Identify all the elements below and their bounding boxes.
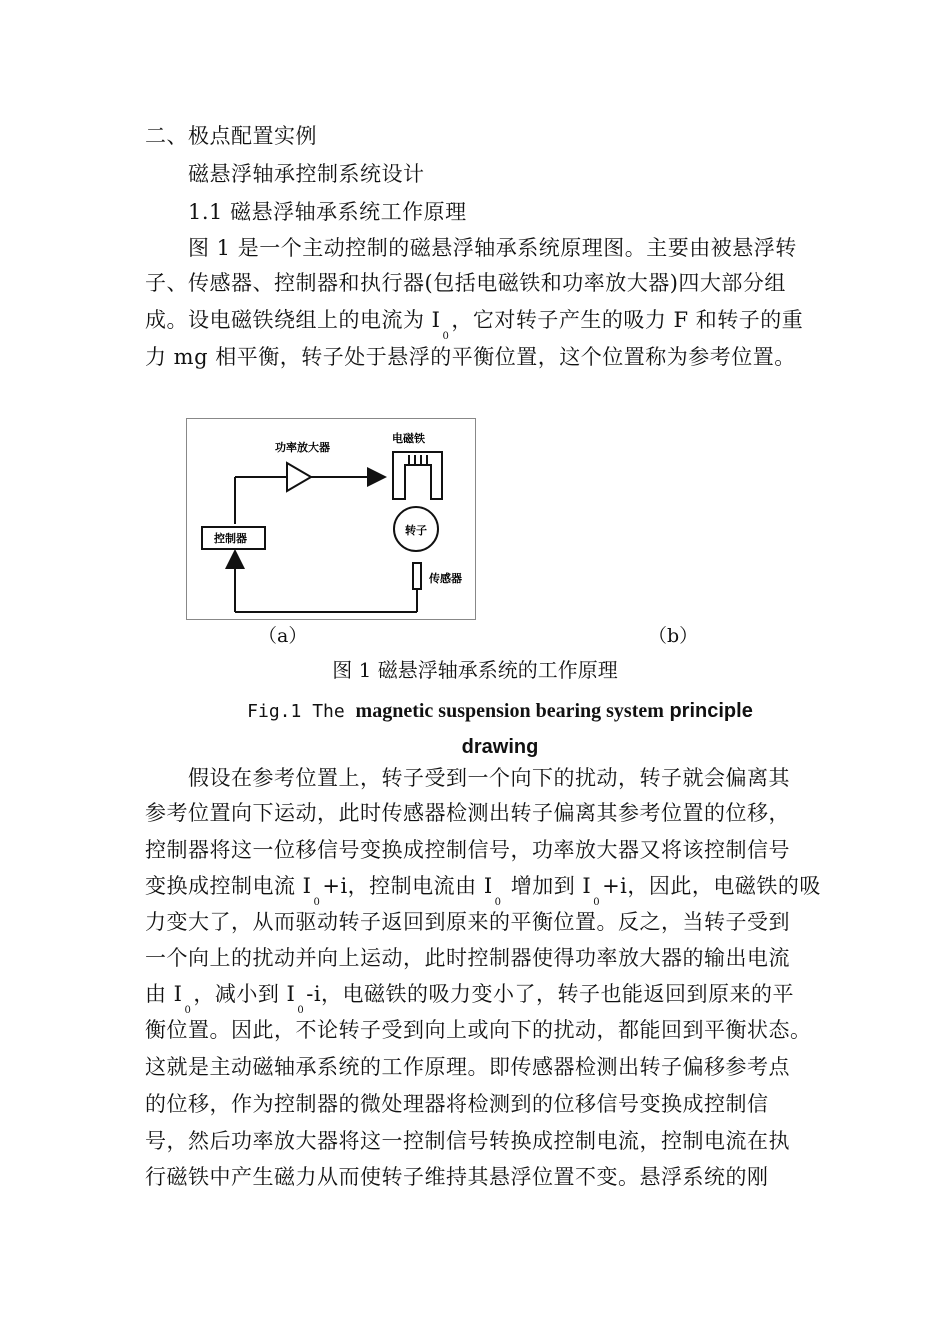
text-line: 子、传感器、控制器和执行器(包括电磁铁和功率放大器)四大部分组	[145, 271, 786, 295]
sensor-icon	[413, 563, 421, 589]
text-line: 力 mg 相平衡，转子处于悬浮的平衡位置，这个位置称为参考位置。	[145, 345, 796, 369]
text-line: 控制器将这一位移信号变换成控制信号，功率放大器又将该控制信号	[145, 838, 790, 862]
text-line: 衡位置。因此，不论转子受到向上或向下的扰动，都能回到平衡状态。	[145, 1018, 812, 1042]
block-diagram	[187, 419, 475, 619]
text-line: 号，然后功率放大器将这一控制信号转换成控制电流，控制电流在执	[145, 1129, 790, 1153]
text-line: 成。设电磁铁绕组上的电流为 $I_0$，它对转子产生的吸力 F 和转子的重	[145, 308, 804, 342]
topic-title: 磁悬浮轴承控制系统设计	[188, 162, 425, 186]
text-line: 的位移，作为控制器的微处理器将检测到的位移信号变换成控制信	[145, 1092, 769, 1116]
subfigure-label-b: （b）	[648, 625, 699, 647]
sensor-label: 传感器	[429, 572, 462, 585]
amp-label: 功率放大器	[275, 441, 330, 454]
magnet-label: 电磁铁	[392, 432, 425, 445]
text-line: 力变大了，从而驱动转子返回到原来的平衡位置。反之，当转子受到	[145, 910, 790, 934]
text-line: 变换成控制电流 $I_0+i$，控制电流由 $I_0$ 增加到 $I_0+i$，因此，电磁铁的吸	[145, 874, 821, 908]
text-line: 假设在参考位置上，转子受到一个向下的扰动，转子就会偏离其	[188, 766, 790, 790]
text-line: 一个向上的扰动并向上运动，此时控制器使得功率放大器的输出电流	[145, 946, 790, 970]
text-line: 参考位置向下运动，此时传感器检测出转子偏离其参考位置的位移，	[145, 801, 790, 825]
electromagnet-icon	[393, 452, 442, 499]
subsection-title: 1.1 磁悬浮轴承系统工作原理	[188, 200, 467, 224]
figure-caption-en: Fig.1 The magnetic suspension bearing system principle drawing	[247, 700, 753, 758]
controller-label: 控制器	[214, 532, 247, 545]
text-line: 图 1 是一个主动控制的磁悬浮轴承系统原理图。主要由被悬浮转	[188, 236, 797, 260]
text-line: 由 $I_0$，减小到 $I_0-i$，电磁铁的吸力变小了，转子也能返回到原来的平	[145, 982, 795, 1016]
figure-caption-cn: 图 1 磁悬浮轴承系统的工作原理	[332, 658, 618, 682]
section-heading: 二、极点配置实例	[145, 124, 317, 148]
subfigure-label-a: （a）	[258, 625, 308, 647]
figure-diagram	[186, 418, 476, 620]
text-line: 这就是主动磁轴承系统的工作原理。即传感器检测出转子偏移参考点	[145, 1055, 790, 1079]
rotor-label: 转子	[405, 524, 427, 537]
text-line: 行磁铁中产生磁力从而使转子维持其悬浮位置不变。悬浮系统的刚	[145, 1165, 769, 1189]
amplifier-icon	[287, 463, 311, 491]
